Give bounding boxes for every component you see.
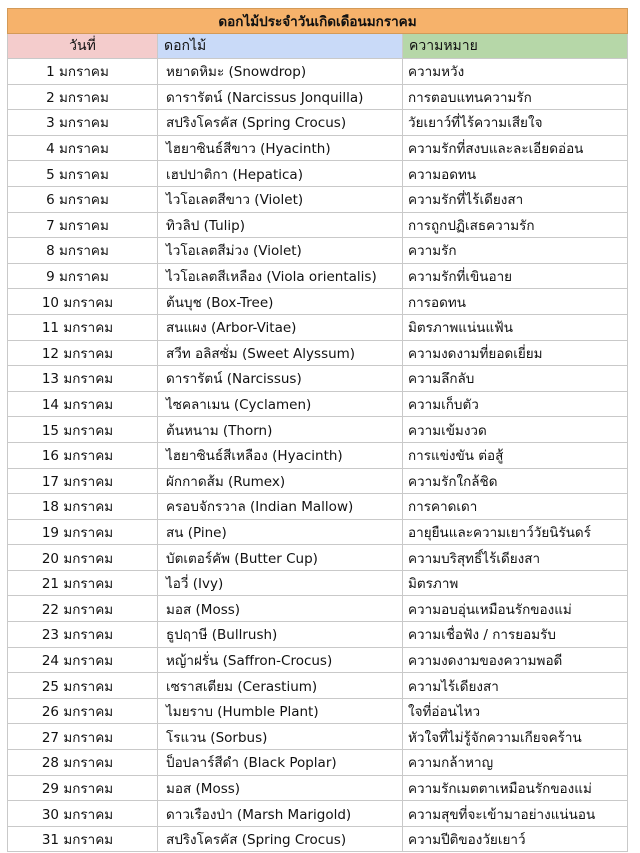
- flower-cell[interactable]: ดาวเรืองป่า (Marsh Marigold): [158, 801, 403, 827]
- meaning-cell[interactable]: การคาดเดา: [403, 494, 628, 520]
- flower-cell[interactable]: ป็อปลาร์สีดำ (Black Poplar): [158, 750, 403, 776]
- meaning-cell[interactable]: ความเชื่อฟัง / การยอมรับ: [403, 622, 628, 648]
- meaning-cell[interactable]: ความลึกลับ: [403, 366, 628, 392]
- table-row: [8, 826, 628, 852]
- flower-cell[interactable]: ดารารัตน์ (Narcissus Jonquilla): [158, 84, 403, 110]
- flower-cell[interactable]: ไมยราบ (Humble Plant): [158, 698, 403, 724]
- date-cell[interactable]: 12 มกราคม: [8, 340, 158, 366]
- meaning-cell[interactable]: ความหวัง: [403, 59, 628, 85]
- date-cell[interactable]: 17 มกราคม: [8, 468, 158, 494]
- date-cell[interactable]: 2 มกราคม: [8, 84, 158, 110]
- table-row: [8, 570, 628, 596]
- flower-cell[interactable]: สน (Pine): [158, 519, 403, 545]
- header-row: [8, 34, 628, 59]
- date-cell[interactable]: 13 มกราคม: [8, 366, 158, 392]
- flower-cell[interactable]: เฮปปาติกา (Hepatica): [158, 161, 403, 187]
- date-cell[interactable]: 22 มกราคม: [8, 596, 158, 622]
- date-cell[interactable]: 27 มกราคม: [8, 724, 158, 750]
- table-row: [8, 801, 628, 827]
- flower-cell[interactable]: ต้นบุช (Box-Tree): [158, 289, 403, 315]
- table-row: [8, 417, 628, 443]
- flower-cell[interactable]: สนแผง (Arbor-Vitae): [158, 314, 403, 340]
- flower-cell[interactable]: ไวโอเลตสีเหลือง (Viola orientalis): [158, 263, 403, 289]
- flower-cell[interactable]: ธูปฤาษี (Bullrush): [158, 622, 403, 648]
- meaning-cell[interactable]: ความกล้าหาญ: [403, 750, 628, 776]
- meaning-cell[interactable]: ความรักที่เขินอาย: [403, 263, 628, 289]
- meaning-cell[interactable]: อายุยืนและความเยาว์วัยนิรันดร์: [403, 519, 628, 545]
- title-row: [8, 9, 628, 34]
- date-cell[interactable]: 25 มกราคม: [8, 673, 158, 699]
- flower-cell[interactable]: ไวโอเลตสีขาว (Violet): [158, 186, 403, 212]
- table-row: [8, 724, 628, 750]
- header-date[interactable]: วันที่: [8, 34, 158, 59]
- flower-cell[interactable]: ไอวี่ (Ivy): [158, 570, 403, 596]
- date-cell[interactable]: 6 มกราคม: [8, 186, 158, 212]
- table-row: [8, 238, 628, 264]
- top-margin: [0, 0, 640, 8]
- meaning-cell[interactable]: การอดทน: [403, 289, 628, 315]
- flower-cell[interactable]: สปริงโครคัส (Spring Crocus): [158, 110, 403, 136]
- meaning-cell[interactable]: ความปีติของวัยเยาว์: [403, 826, 628, 852]
- table-row: [8, 212, 628, 238]
- date-cell[interactable]: 5 มกราคม: [8, 161, 158, 187]
- date-cell[interactable]: 20 มกราคม: [8, 545, 158, 571]
- meaning-cell[interactable]: ความเข้มงวด: [403, 417, 628, 443]
- table-row: [8, 110, 628, 136]
- meaning-cell[interactable]: ความเก็บตัว: [403, 391, 628, 417]
- meaning-cell[interactable]: ความรัก: [403, 238, 628, 264]
- flower-cell[interactable]: ไซคลาเมน (Cyclamen): [158, 391, 403, 417]
- meaning-cell[interactable]: วัยเยาว์ที่ไร้ความเสียใจ: [403, 110, 628, 136]
- flower-cell[interactable]: มอส (Moss): [158, 775, 403, 801]
- date-cell[interactable]: 15 มกราคม: [8, 417, 158, 443]
- date-cell[interactable]: 4 มกราคม: [8, 135, 158, 161]
- meaning-cell[interactable]: มิตรภาพ: [403, 570, 628, 596]
- table-row: [8, 161, 628, 187]
- flower-cell[interactable]: ดารารัตน์ (Narcissus): [158, 366, 403, 392]
- meaning-cell[interactable]: หัวใจที่ไม่รู้จักความเกียจคร้าน: [403, 724, 628, 750]
- date-cell[interactable]: 19 มกราคม: [8, 519, 158, 545]
- table-row: [8, 84, 628, 110]
- flower-cell[interactable]: ผักกาดส้ม (Rumex): [158, 468, 403, 494]
- table-row: [8, 186, 628, 212]
- flower-cell[interactable]: บัตเตอร์คัพ (Butter Cup): [158, 545, 403, 571]
- meaning-cell[interactable]: ความรักใกล้ชิด: [403, 468, 628, 494]
- flower-cell[interactable]: ไฮยาซินธ์สีเหลือง (Hyacinth): [158, 442, 403, 468]
- table-row: [8, 673, 628, 699]
- date-cell[interactable]: 21 มกราคม: [8, 570, 158, 596]
- date-cell[interactable]: 3 มกราคม: [8, 110, 158, 136]
- table-row: [8, 647, 628, 673]
- flower-cell[interactable]: สปริงโครคัส (Spring Crocus): [158, 826, 403, 852]
- flower-cell[interactable]: ต้นหนาม (Thorn): [158, 417, 403, 443]
- date-cell[interactable]: 31 มกราคม: [8, 826, 158, 852]
- date-cell[interactable]: 29 มกราคม: [8, 775, 158, 801]
- meaning-cell[interactable]: ความรักที่ไร้เดียงสา: [403, 186, 628, 212]
- header-meaning[interactable]: ความหมาย: [403, 34, 628, 59]
- header-flower[interactable]: ดอกไม้: [158, 34, 403, 59]
- table-row: [8, 59, 628, 85]
- table-title[interactable]: ดอกไม้ประจำวันเกิดเดือนมกราคม: [8, 9, 628, 34]
- table-row: [8, 135, 628, 161]
- table-row: [8, 750, 628, 776]
- table-row: [8, 366, 628, 392]
- date-cell[interactable]: 9 มกราคม: [8, 263, 158, 289]
- table-body: [8, 59, 628, 852]
- table-row: [8, 622, 628, 648]
- date-cell[interactable]: 1 มกราคม: [8, 59, 158, 85]
- flower-cell[interactable]: ทิวลิป (Tulip): [158, 212, 403, 238]
- table-row: [8, 340, 628, 366]
- flower-table: [7, 8, 628, 852]
- table-row: [8, 519, 628, 545]
- table-row: [8, 442, 628, 468]
- date-cell[interactable]: 18 มกราคม: [8, 494, 158, 520]
- meaning-cell[interactable]: การแข่งขัน ต่อสู้: [403, 442, 628, 468]
- date-cell[interactable]: 8 มกราคม: [8, 238, 158, 264]
- meaning-cell[interactable]: ความงดงามของความพอดี: [403, 647, 628, 673]
- date-cell[interactable]: 24 มกราคม: [8, 647, 158, 673]
- date-cell[interactable]: 10 มกราคม: [8, 289, 158, 315]
- meaning-cell[interactable]: ความรักเมตตาเหมือนรักของแม่: [403, 775, 628, 801]
- meaning-cell[interactable]: ความไร้เดียงสา: [403, 673, 628, 699]
- flower-cell[interactable]: หยาดหิมะ (Snowdrop): [158, 59, 403, 85]
- table-row: [8, 775, 628, 801]
- flower-cell[interactable]: มอส (Moss): [158, 596, 403, 622]
- meaning-cell[interactable]: การตอบแทนความรัก: [403, 84, 628, 110]
- table-row: [8, 391, 628, 417]
- flower-cell[interactable]: ครอบจักรวาล (Indian Mallow): [158, 494, 403, 520]
- table-row: [8, 596, 628, 622]
- flower-cell[interactable]: สวีท อลิสซั่ม (Sweet Alyssum): [158, 340, 403, 366]
- table-row: [8, 314, 628, 340]
- date-cell[interactable]: 7 มกราคม: [8, 212, 158, 238]
- date-cell[interactable]: 30 มกราคม: [8, 801, 158, 827]
- flower-cell[interactable]: หญ้าฝรั่น (Saffron-Crocus): [158, 647, 403, 673]
- meaning-cell[interactable]: ความอดทน: [403, 161, 628, 187]
- date-cell[interactable]: 23 มกราคม: [8, 622, 158, 648]
- date-cell[interactable]: 11 มกราคม: [8, 314, 158, 340]
- table-row: [8, 494, 628, 520]
- date-cell[interactable]: 14 มกราคม: [8, 391, 158, 417]
- date-cell[interactable]: 16 มกราคม: [8, 442, 158, 468]
- meaning-cell[interactable]: ความอบอุ่นเหมือนรักของแม่: [403, 596, 628, 622]
- meaning-cell[interactable]: การถูกปฏิเสธความรัก: [403, 212, 628, 238]
- meaning-cell[interactable]: ความสุขที่จะเข้ามาอย่างแน่นอน: [403, 801, 628, 827]
- flower-cell[interactable]: ไฮยาซินธ์สีขาว (Hyacinth): [158, 135, 403, 161]
- meaning-cell[interactable]: ความงดงามที่ยอดเยี่ยม: [403, 340, 628, 366]
- meaning-cell[interactable]: ใจที่อ่อนไหว: [403, 698, 628, 724]
- table-row: [8, 289, 628, 315]
- flower-cell[interactable]: ไวโอเลตสีม่วง (Violet): [158, 238, 403, 264]
- flower-cell[interactable]: เซราสเตียม (Cerastium): [158, 673, 403, 699]
- date-cell[interactable]: 28 มกราคม: [8, 750, 158, 776]
- table-row: [8, 468, 628, 494]
- meaning-cell[interactable]: ความบริสุทธิ์ไร้เดียงสา: [403, 545, 628, 571]
- table-row: [8, 698, 628, 724]
- date-cell[interactable]: 26 มกราคม: [8, 698, 158, 724]
- meaning-cell[interactable]: มิตรภาพแน่นแฟ้น: [403, 314, 628, 340]
- table-row: [8, 545, 628, 571]
- meaning-cell[interactable]: ความรักที่สงบและละเอียดอ่อน: [403, 135, 628, 161]
- flower-cell[interactable]: โรแวน (Sorbus): [158, 724, 403, 750]
- table-row: [8, 263, 628, 289]
